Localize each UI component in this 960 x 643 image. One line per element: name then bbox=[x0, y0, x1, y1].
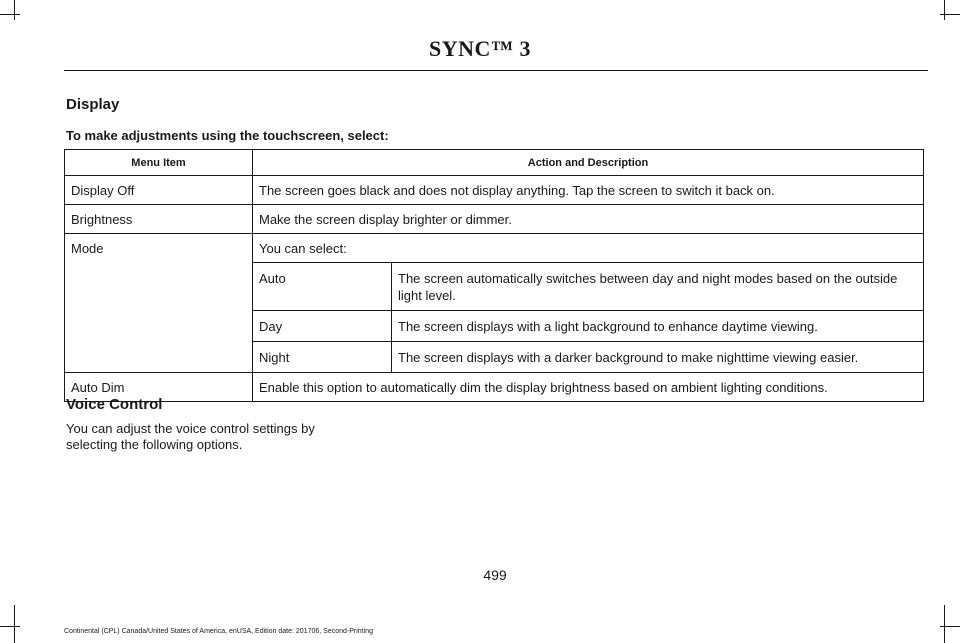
crop-mark bbox=[14, 605, 15, 643]
action-description: Enable this option to automatically dim the display brightness based on ambient lighting conditions. bbox=[253, 373, 924, 402]
column-header-action: Action and Description bbox=[253, 150, 924, 176]
display-settings-table bbox=[64, 149, 924, 402]
table-row bbox=[65, 205, 924, 234]
display-intro: To make adjustments using the touchscreen, select: bbox=[66, 128, 389, 143]
running-header-title: SYNC™ 3 bbox=[429, 36, 531, 61]
mode-option-description: The screen displays with a light background to enhance daytime viewing. bbox=[392, 311, 924, 342]
crop-mark bbox=[14, 0, 15, 20]
action-description: Make the screen display brighter or dimmer. bbox=[253, 205, 924, 234]
mode-option-day: Day bbox=[253, 311, 392, 342]
mode-options-table bbox=[253, 262, 923, 372]
action-description: The screen goes black and does not display anything. Tap the screen to switch it back on. bbox=[253, 176, 924, 205]
menu-item-mode: Mode bbox=[65, 234, 253, 373]
menu-item-brightness: Brightness bbox=[65, 205, 253, 234]
mode-option-row bbox=[253, 342, 923, 373]
table-row bbox=[65, 373, 924, 402]
mode-option-row bbox=[253, 311, 923, 342]
table-row bbox=[65, 176, 924, 205]
edition-footer: Continental (CPL) Canada/United States of America, enUSA, Edition date: 201706, Second-Printing bbox=[64, 628, 373, 635]
mode-option-auto: Auto bbox=[253, 263, 392, 311]
mode-option-night: Night bbox=[253, 342, 392, 373]
crop-mark bbox=[944, 605, 945, 643]
crop-mark bbox=[944, 0, 945, 20]
header-rule bbox=[64, 70, 928, 71]
menu-item-display-off: Display Off bbox=[65, 176, 253, 205]
mode-option-description: The screen automatically switches between day and night modes based on the outside light level. bbox=[392, 263, 924, 311]
section-heading-voice-control: Voice Control bbox=[66, 396, 163, 413]
action-description: You can select: bbox=[259, 241, 347, 256]
crop-mark bbox=[0, 626, 20, 627]
table-row bbox=[65, 234, 924, 373]
section-heading-display: Display bbox=[66, 96, 120, 113]
column-header-menu-item: Menu Item bbox=[65, 150, 253, 176]
crop-mark bbox=[0, 14, 20, 15]
page-number: 499 bbox=[483, 567, 507, 583]
voice-control-body: You can adjust the voice control settings by selecting the following options. bbox=[66, 421, 315, 452]
menu-item-auto-dim: Auto Dim bbox=[65, 373, 253, 402]
mode-option-description: The screen displays with a darker background to make nighttime viewing easier. bbox=[392, 342, 924, 373]
crop-mark bbox=[940, 14, 960, 15]
crop-mark bbox=[940, 626, 960, 627]
mode-options-cell bbox=[253, 234, 924, 373]
mode-option-row bbox=[253, 263, 923, 311]
table-header-row bbox=[65, 150, 924, 176]
